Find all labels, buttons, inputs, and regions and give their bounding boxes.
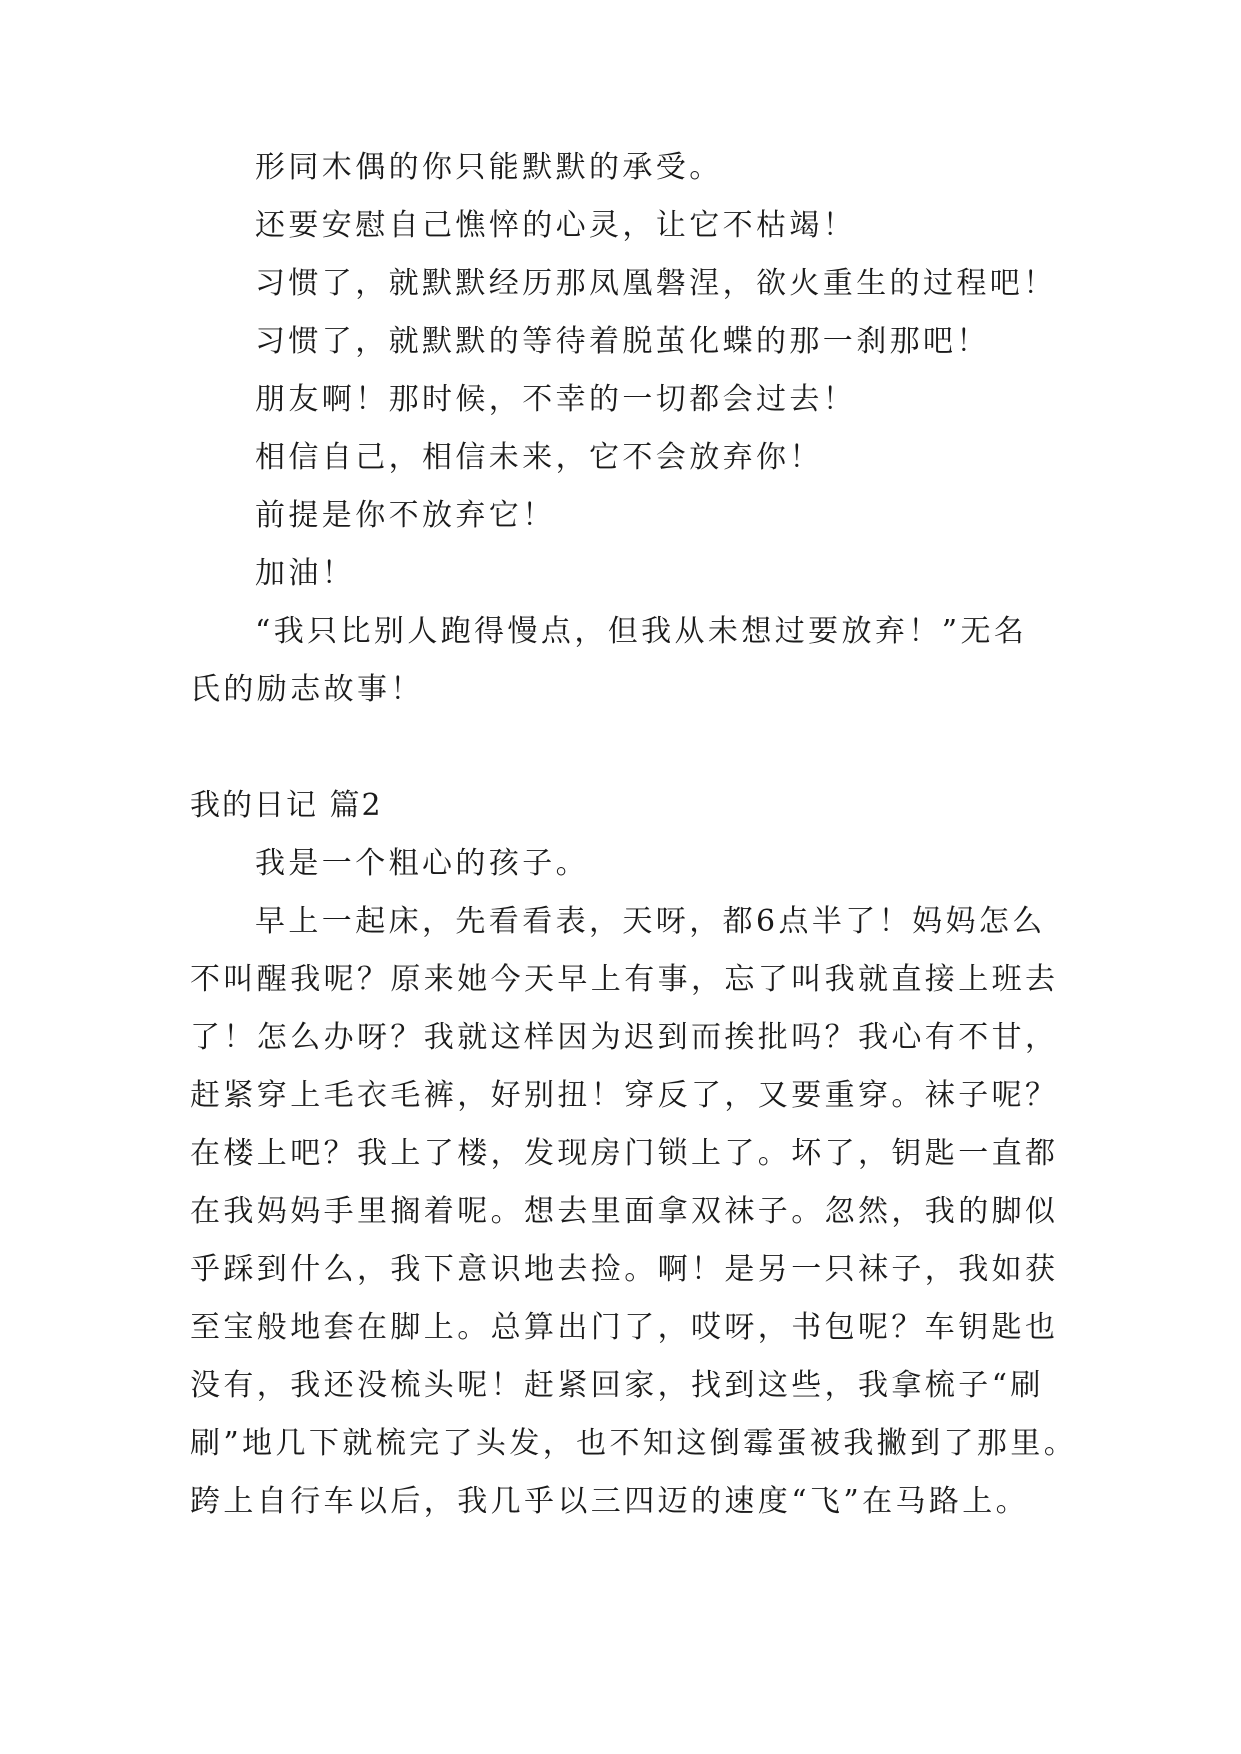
section-heading: 我的日记 篇2 — [190, 788, 383, 823]
text-line: 形同木偶的你只能默默的承受。 — [255, 150, 723, 185]
text-line: 前提是你不放弃它！ — [255, 498, 556, 533]
text-line: 在楼上吧？我上了楼，发现房门锁上了。坏了，钥匙一直都 — [190, 1136, 1059, 1171]
text-line: 至宝般地套在脚上。总算出门了，哎呀，书包呢？车钥匙也 — [190, 1310, 1059, 1345]
text-line: 不叫醒我呢？原来她今天早上有事，忘了叫我就直接上班去 — [190, 962, 1059, 997]
text-line: 没有，我还没梳头呢！赶紧回家，找到这些，我拿梳子“刷 — [190, 1368, 1044, 1403]
text-line: 赶紧穿上毛衣毛裤，好别扭！穿反了，又要重穿。袜子呢？ — [190, 1078, 1059, 1113]
text-line: 相信自己，相信未来，它不会放弃你！ — [255, 440, 823, 475]
text-line: 在我妈妈手里搁着呢。想去里面拿双袜子。忽然，我的脚似 — [190, 1194, 1059, 1229]
text-line: 加油！ — [255, 556, 356, 591]
text-line: 习惯了，就默默经历那凤凰磐涅，欲火重生的过程吧！ — [255, 266, 1057, 301]
text-line: 刷”地几下就梳完了头发，也不知这倒霉蛋被我撇到了那里。 — [190, 1426, 1078, 1461]
text-line: 氏的励志故事！ — [190, 672, 424, 707]
text-line: 跨上自行车以后，我几乎以三四迈的速度“飞”在马路上。 — [190, 1484, 1030, 1519]
text-line: 习惯了，就默默的等待着脱茧化蝶的那一刹那吧！ — [255, 324, 990, 359]
text-line: 了！怎么办呀？我就这样因为迟到而挨批吗？我心有不甘， — [190, 1020, 1059, 1055]
text-line: 乎踩到什么，我下意识地去捡。啊！是另一只袜子，我如获 — [190, 1252, 1059, 1287]
text-line: 朋友啊！那时候，不幸的一切都会过去！ — [255, 382, 857, 417]
text-line: 我是一个粗心的孩子。 — [255, 846, 589, 881]
text-line: 早上一起床，先看看表，天呀，都6点半了！妈妈怎么 — [255, 904, 1046, 939]
text-line: “我只比别人跑得慢点，但我从未想过要放弃！”无名 — [255, 614, 1028, 649]
text-line: 还要安慰自己憔悴的心灵，让它不枯竭！ — [255, 208, 857, 243]
